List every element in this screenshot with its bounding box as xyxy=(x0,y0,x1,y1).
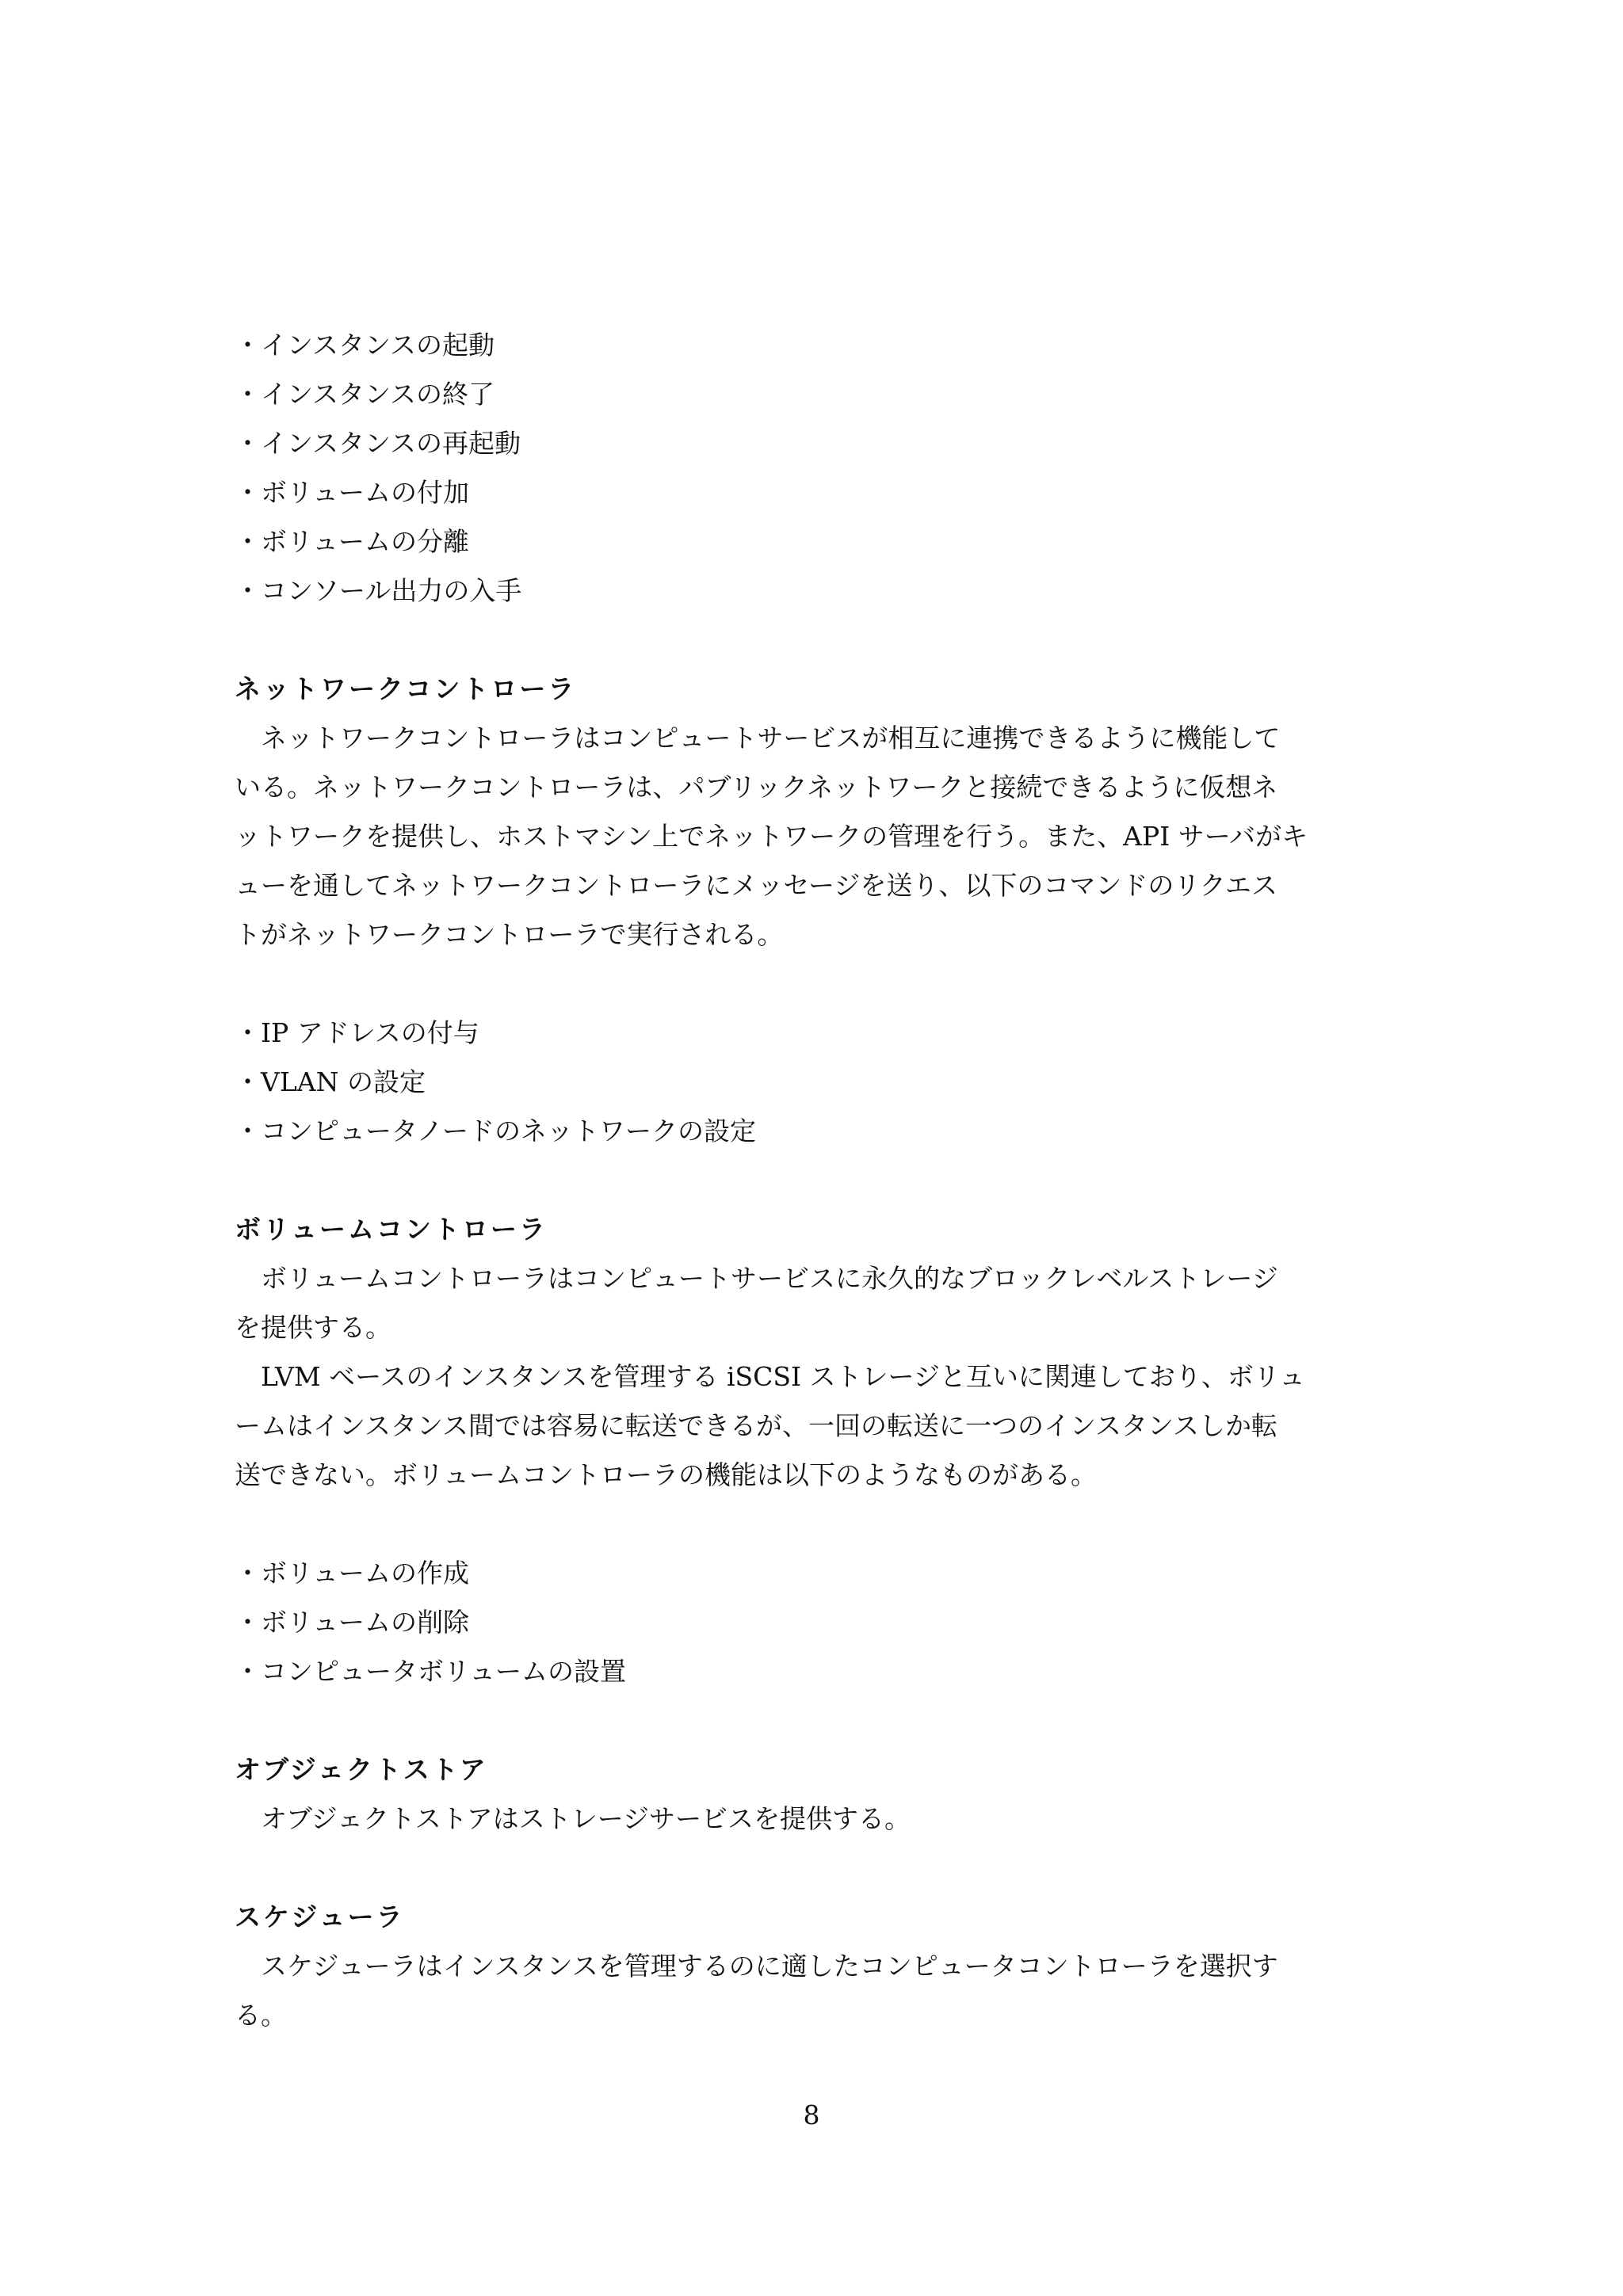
network-controller-paragraph xyxy=(235,714,1401,959)
list-item: ・インスタンスの終了 xyxy=(235,379,495,410)
paragraph-line: LVM ベースのインスタンスを管理する iSCSI ストレージと互いに関連しており、ボリュ xyxy=(235,1361,1305,1392)
spacer xyxy=(235,1500,1401,1549)
scheduler-paragraph xyxy=(235,1942,1401,2040)
section-heading-object-store: オブジェクトストア xyxy=(235,1754,488,1785)
spacer xyxy=(235,616,1401,665)
list-item: ・ボリュームの分離 xyxy=(235,526,470,557)
list-item: ・ボリュームの付加 xyxy=(235,477,470,508)
list-item: ・IP アドレスの付与 xyxy=(235,1017,479,1048)
paragraph-line: トがネットワークコントローラで実行される。 xyxy=(235,919,784,950)
list-item: ・VLAN の設定 xyxy=(235,1066,426,1097)
paragraph-line: ネットワークコントローラはコンピュートサービスが相互に連携できるように機能して xyxy=(235,723,1281,753)
section-heading-scheduler: スケジューラ xyxy=(235,1901,405,1932)
spacer xyxy=(235,1696,1401,1745)
paragraph-line: オブジェクトストアはストレージサービスを提供する。 xyxy=(235,1803,911,1834)
spacer xyxy=(235,1156,1401,1205)
list-item: ・コンソール出力の入手 xyxy=(235,575,522,606)
object-store-paragraph xyxy=(235,1794,1401,1844)
list-item: ・コンピュータノードのネットワークの設定 xyxy=(235,1116,757,1146)
network-command-list xyxy=(235,1009,1401,1156)
paragraph-line: スケジューラはインスタンスを管理するのに適したコンピュータコントローラを選択す xyxy=(235,1951,1278,1981)
list-item: ・インスタンスの起動 xyxy=(235,330,495,360)
spacer xyxy=(235,959,1401,1009)
list-item: ・ボリュームの作成 xyxy=(235,1558,470,1589)
volume-controller-paragraph xyxy=(235,1254,1401,1500)
instance-command-list xyxy=(235,321,1401,616)
spacer xyxy=(235,1844,1401,1893)
page-content xyxy=(235,321,1401,2040)
section-heading-volume-controller: ボリュームコントローラ xyxy=(235,1214,548,1245)
paragraph-line: ューを通してネットワークコントローラにメッセージを送り、以下のコマンドのリクエス xyxy=(235,870,1278,901)
list-item: ・コンピュータボリュームの設置 xyxy=(235,1656,627,1687)
volume-command-list xyxy=(235,1549,1401,1696)
list-item: ・ボリュームの削除 xyxy=(235,1607,470,1638)
paragraph-line: いる。ネットワークコントローラは、パブリックネットワークと接続できるように仮想ネ xyxy=(235,772,1278,803)
paragraph-line: を提供する。 xyxy=(235,1312,391,1343)
paragraph-line: ームはインスタンス間では容易に転送できるが、一回の転送に一つのインスタンスしか転 xyxy=(235,1410,1278,1441)
list-item: ・インスタンスの再起動 xyxy=(235,428,521,459)
section-heading-network-controller: ネットワークコントローラ xyxy=(235,673,577,704)
paragraph-line: 送できない。ボリュームコントローラの機能は以下のようなものがある。 xyxy=(235,1459,1098,1490)
paragraph-line: ットワークを提供し、ホストマシン上でネットワークの管理を行う。また、API サーバがキ xyxy=(235,821,1308,852)
paragraph-line: る。 xyxy=(235,2000,287,2031)
paragraph-line: ボリュームコントローラはコンピュートサービスに永久的なブロックレベルストレージ xyxy=(235,1263,1278,1294)
page-number: 8 xyxy=(803,2100,820,2130)
